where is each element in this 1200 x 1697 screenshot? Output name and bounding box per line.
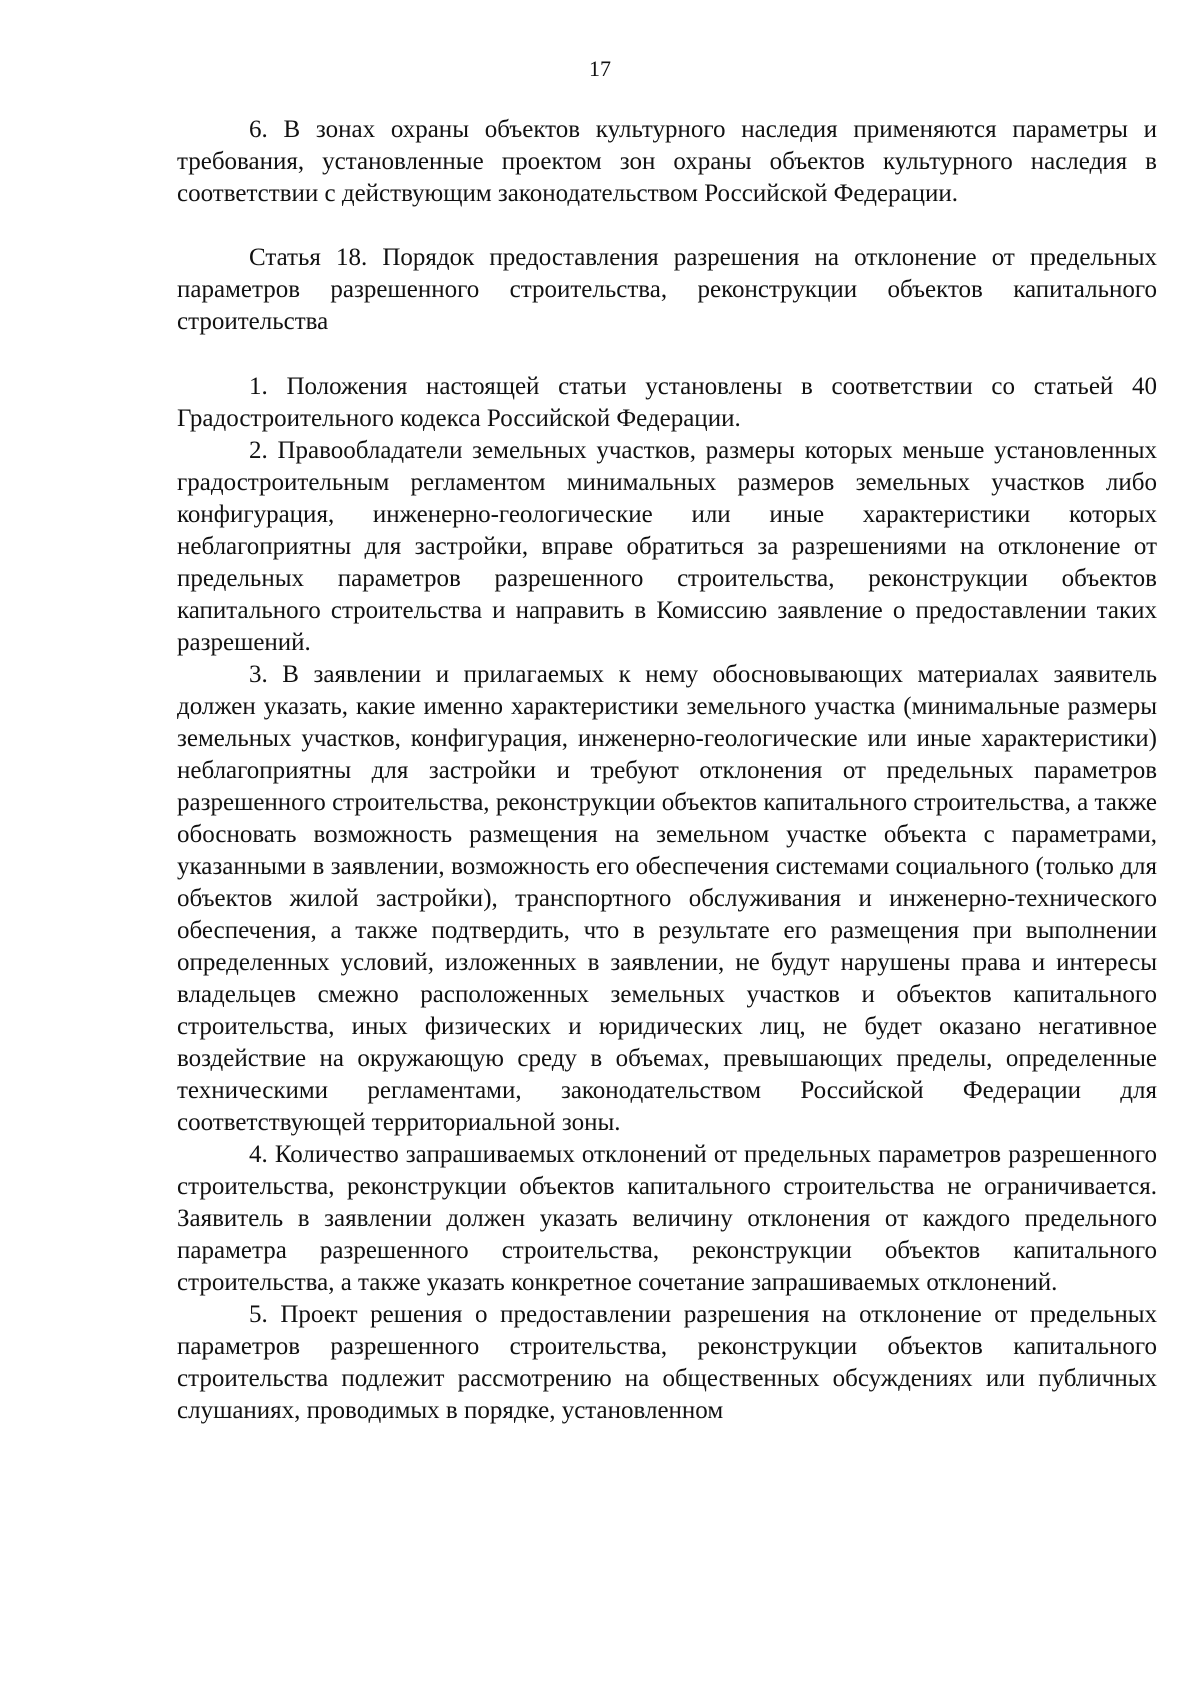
document-body	[177, 114, 1157, 1427]
paragraph-item-5: 5. Проект решения о предоставлении разрешения на отклонение от предельных параметров разрешенного строительства, реконструкции объектов капитального строительства подлежит рассмотрению на общественных обсуждениях или публичных слушаниях, проводимых в порядке, установленном	[177, 1301, 1157, 1424]
paragraph-item-2: 2. Правообладатели земельных участков, размеры которых меньше установленных градостроительным регламентом минимальных размеров земельных участков либо конфигурация, инженерно-геологические или иные характеристики которых неблагоприятны для застройки, вправе обратиться за разрешениями на отклонение от предельных параметров разрешенного строительства, реконструкции объектов капитального строительства и направить в Комиссию заявление о предоставлении таких разрешений.	[177, 437, 1157, 656]
paragraph-item-4: 4. Количество запрашиваемых отклонений от предельных параметров разрешенного строительства, реконструкции объектов капитального строительства не ограничивается. Заявитель в заявлении должен указать величину отклонения от каждого предельного параметра разрешенного строительства, реконструкции объектов капитального строительства, а также указать конкретное сочетание запрашиваемых отклонений.	[177, 1141, 1157, 1296]
paragraph-item-6: 6. В зонах охраны объектов культурного наследия применяются параметры и требования, установленные проектом зон охраны объектов культурного наследия в соответствии с действующим законодательством Российской Федерации.	[177, 116, 1157, 207]
paragraph-item-1: 1. Положения настоящей статьи установлены в соответствии со статьей 40 Градостроительного кодекса Российской Федерации.	[177, 373, 1157, 432]
article-heading: Статья 18. Порядок предоставления разрешения на отклонение от предельных параметров разрешенного строительства, реконструкции объектов капитального строительства	[177, 244, 1157, 335]
page-number: 17	[589, 56, 611, 81]
paragraph-item-3: 3. В заявлении и прилагаемых к нему обосновывающих материалах заявитель должен указать, какие именно характеристики земельного участка (минимальные размеры земельных участков, конфигурация, инженерно-геологические или иные характеристики) неблагоприятны для застройки и требуют отклонения от предельных параметров разрешенного строительства, реконструкции объектов капитального строительства, а также обосновать возможность размещения на земельном участке объекта с параметрами, указанными в заявлении, возможность его обеспечения системами социального (только для объектов жилой застройки), транспортного обслуживания и инженерно-технического обеспечения, а также подтвердить, что в результате его размещения при выполнении определенных условий, изложенных в заявлении, не будут нарушены права и интересы владельцев смежно расположенных земельных участков и объектов капитального строительства, иных физических и юридических лиц, не будет оказано негативное воздействие на окружающую среду в объемах, превышающих пределы, определенные техническими регламентами, законодательством Российской Федерации для соответствующей территориальной зоны.	[177, 661, 1157, 1136]
